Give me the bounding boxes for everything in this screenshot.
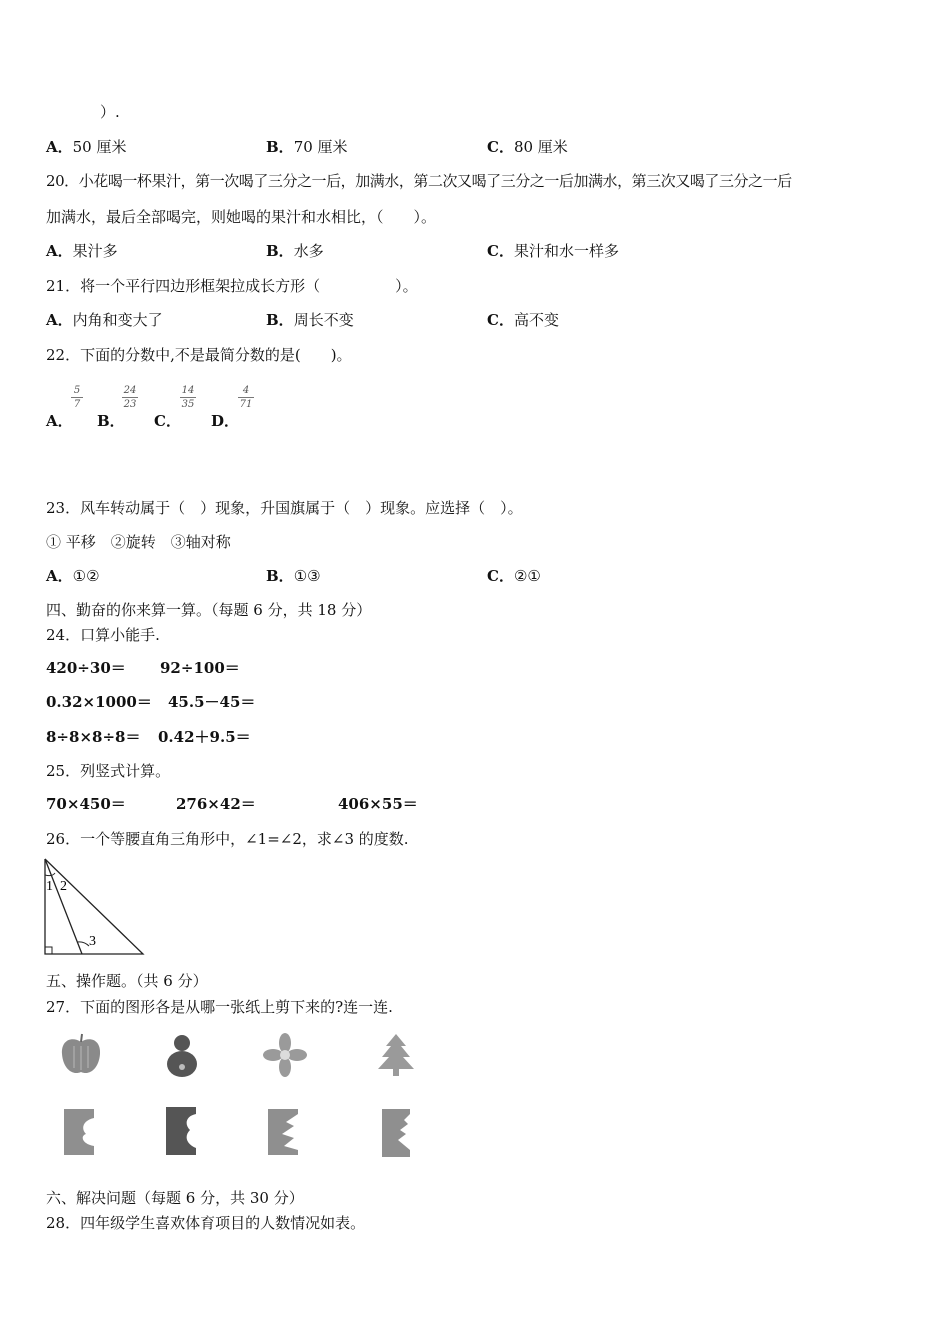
fraction-c	[180, 385, 196, 410]
option-text: 周长不变	[293, 311, 354, 329]
triangle-figure	[40, 855, 150, 957]
denominator: 23	[123, 399, 137, 410]
q20-option-c[interactable]	[487, 241, 619, 261]
denominator: 71	[239, 399, 253, 410]
option-letter: A．	[46, 138, 73, 156]
option-text: 80 厘米	[513, 138, 568, 156]
q24-stem: 24．口算小能手.	[46, 626, 160, 644]
q23-option-c[interactable]	[487, 566, 541, 586]
q25-item: 276×42＝	[176, 795, 256, 813]
q20-option-a[interactable]	[46, 241, 118, 261]
fraction-d	[238, 385, 254, 410]
option-letter: A．	[46, 567, 73, 585]
apple-shape-icon[interactable]	[58, 1032, 104, 1078]
q20-stem-line1: 20．小花喝一杯果汁，第一次喝了三分之一后，加满水，第二次又喝了三分之一后加满水，第三次又喝了三分之一后	[46, 172, 792, 190]
option-letter: C．	[487, 242, 514, 260]
fraction-a	[71, 385, 83, 410]
denominator: 35	[181, 399, 195, 410]
q25-stem: 25．列竖式计算。	[46, 762, 171, 780]
option-text: ①②	[72, 567, 100, 585]
q24-item: 0.32×1000＝	[46, 693, 152, 711]
paper-piece-4-icon[interactable]	[374, 1106, 416, 1160]
angle-label-2: 2	[60, 879, 67, 894]
option-text: ②①	[513, 567, 541, 585]
option-letter: C．	[487, 138, 514, 156]
numerator: 24	[123, 385, 137, 396]
q27-stem: 27．下面的图形各是从哪一张纸上剪下来的?连一连.	[46, 998, 393, 1016]
option-text: 水多	[293, 242, 324, 260]
option-text: 50 厘米	[72, 138, 127, 156]
paper-piece-3-icon[interactable]	[264, 1106, 304, 1158]
tree-shape-icon[interactable]	[374, 1032, 418, 1078]
q23-option-b[interactable]	[266, 566, 321, 586]
gourd-shape-icon[interactable]	[160, 1030, 204, 1080]
q25-item: 406×55＝	[338, 795, 418, 813]
q24-item: 420÷30＝	[46, 659, 126, 677]
angle-label-1: 1	[46, 879, 53, 894]
q21-option-a[interactable]	[46, 310, 163, 330]
q22-stem: 22．下面的分数中,不是最简分数的是( )。	[46, 346, 352, 364]
option-letter: A．	[46, 311, 73, 329]
angle-label-3: 3	[89, 934, 96, 949]
numerator: 4	[242, 385, 250, 396]
q21-stem: 21．将一个平行四边形框架拉成长方形（ ）。	[46, 277, 418, 295]
option-text: 果汁和水一样多	[513, 242, 619, 260]
flower-shape-icon[interactable]	[262, 1032, 308, 1078]
q20-stem-line2: 加满水，最后全部喝完，则她喝的果汁和水相比，（ ）。	[46, 208, 437, 226]
option-letter: B．	[266, 567, 294, 585]
q25-item: 70×450＝	[46, 795, 126, 813]
q19-option-a[interactable]	[46, 137, 127, 157]
q23-stem: 23．风车转动属于（ ）现象，升国旗属于（ ）现象。应选择（ ）。	[46, 499, 523, 517]
section-5-heading: 五、操作题。（共 6 分）	[46, 972, 208, 990]
q24-item: 45.5－45＝	[168, 693, 256, 711]
q22-option-c[interactable]: C．	[154, 412, 181, 430]
q19-tail: ）.	[100, 103, 120, 121]
q22-option-b[interactable]: B．	[97, 412, 125, 430]
q23-choices: ① 平移 ②旋转 ③轴对称	[46, 533, 231, 551]
q21-option-c[interactable]	[487, 310, 559, 330]
section-6-heading: 六、解决问题（每题 6 分，共 30 分）	[46, 1189, 304, 1207]
denominator: 7	[73, 399, 81, 410]
q24-item: 0.42＋9.5＝	[158, 728, 251, 746]
q19-option-b[interactable]	[266, 137, 348, 157]
numerator: 14	[181, 385, 195, 396]
q24-item: 92÷100＝	[160, 659, 240, 677]
option-letter: C．	[487, 311, 514, 329]
q28-stem: 28．四年级学生喜欢体育项目的人数情况如表。	[46, 1214, 366, 1232]
option-letter: B．	[266, 242, 294, 260]
option-letter: A．	[46, 242, 73, 260]
q21-option-b[interactable]	[266, 310, 354, 330]
numerator: 5	[73, 385, 81, 396]
q20-option-b[interactable]	[266, 241, 324, 261]
option-text: 高不变	[513, 311, 559, 329]
option-letter: B．	[266, 138, 294, 156]
paper-piece-1-icon[interactable]	[60, 1106, 100, 1158]
q22-option-a[interactable]: A．	[46, 412, 73, 430]
option-letter: C．	[487, 567, 514, 585]
q22-option-d[interactable]: D．	[211, 412, 240, 430]
q23-option-a[interactable]	[46, 566, 100, 586]
option-letter: B．	[266, 311, 294, 329]
option-text: 70 厘米	[293, 138, 348, 156]
q19-option-c[interactable]	[487, 137, 568, 157]
option-text: 内角和变大了	[72, 311, 163, 329]
section-4-heading: 四、勤奋的你来算一算。（每题 6 分，共 18 分）	[46, 601, 372, 619]
paper-piece-2-icon[interactable]	[160, 1104, 204, 1158]
option-text: ①③	[293, 567, 321, 585]
fraction-b	[122, 385, 138, 410]
q26-stem: 26．一个等腰直角三角形中，∠1=∠2，求∠3 的度数.	[46, 830, 409, 848]
option-text: 果汁多	[72, 242, 118, 260]
q24-item: 8÷8×8÷8＝	[46, 728, 141, 746]
